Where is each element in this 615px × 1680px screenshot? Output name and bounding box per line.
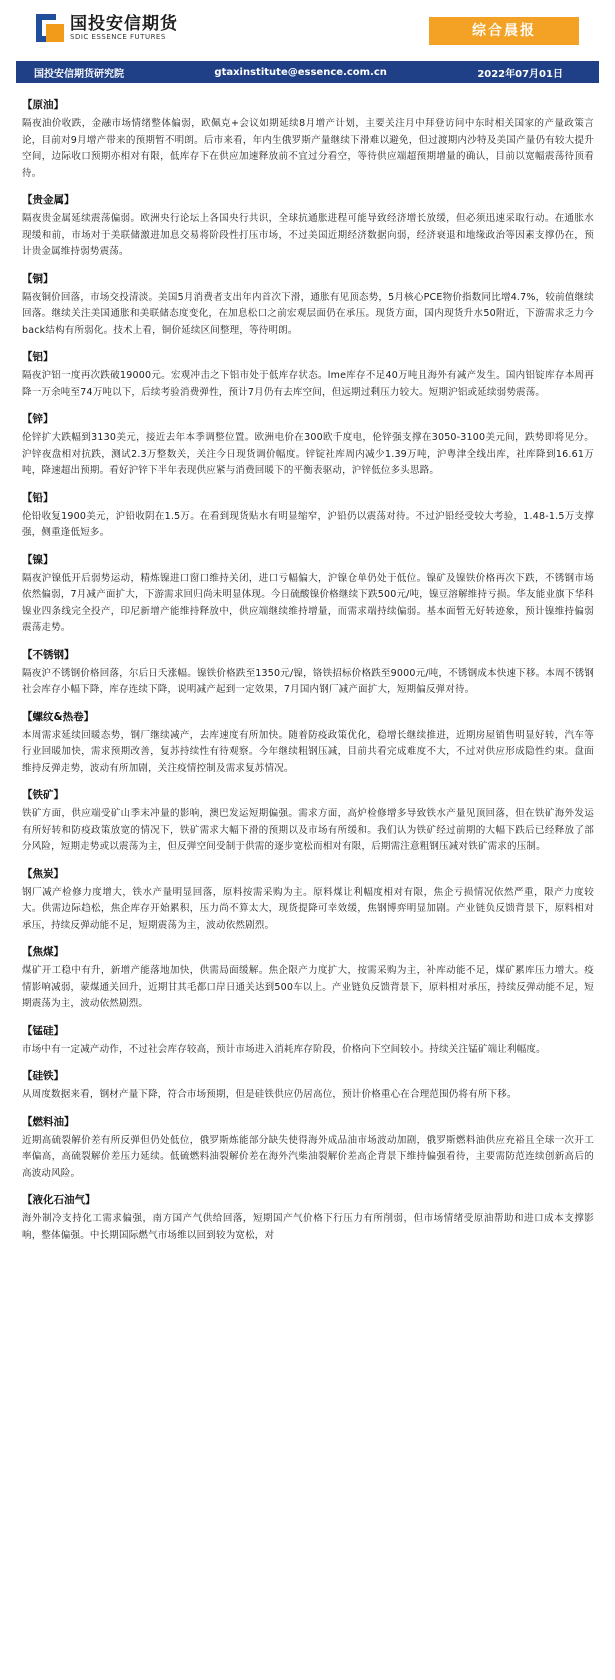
section-title: 【燃料油】 — [22, 1115, 75, 1128]
commodity-section — [22, 1069, 594, 1104]
info-bar — [16, 61, 599, 83]
section-body: 伦铅收复1900美元，沪铅收阴在1.5万。在看到现货贴水有明显缩窄，沪铅仍以震荡对待。不过沪铅经受较大考验，1.48-1.5万支撑强，侧重逢低短多。 — [22, 510, 594, 538]
section-title: 【铜】 — [22, 272, 54, 285]
section-body: 从周度数据来看，钢材产量下降，符合市场预期，但是硅铁供应仍居高位，预计价格重心在合理范围仍将有所下移。 — [22, 1089, 517, 1100]
section-title: 【焦炭】 — [22, 867, 64, 880]
commodity-section — [22, 553, 594, 637]
section-body: 近期高硫裂解价差有所反弹但仍处低位，俄罗斯炼能部分缺失使得海外成品油市场波动加剧，俄罗斯燃料油供应充裕且全球一次开工率偏高，高硫裂解价差压力延续。低硫燃料油裂解价差在海外汽柴油裂解价差高企背景下维持偏强看待，主要需防范连续创新高后的高波动风险。 — [22, 1134, 594, 1179]
company-logo — [36, 14, 178, 42]
commodity-section — [22, 788, 594, 856]
logo-name-en: SDIC ESSENCE FUTURES — [70, 32, 166, 41]
section-title: 【镍】 — [22, 553, 54, 566]
commodity-section — [22, 867, 594, 935]
section-body: 海外制冷支持化工需求偏强，南方国产气供给回落，短期国产气价格下行压力有所削弱，但市场情绪受原油帮助和进口成本支撑影响，整体偏强。中长期国际燃气市场维以回到较为宽松，对 — [22, 1213, 594, 1241]
report-body — [22, 98, 594, 1255]
section-body: 隔夜油价收跌，金融市场情绪整体偏弱，欧佩克+会议如期延续8月增产计划，主要关注月中拜登访问中东时相关国家的产量政策言论，目前对9月增产带来的预期暂不明朗。后市来看，年内生俄罗斯产量继续下滑难以避免，但过渡期内沙特及美国产量仍有较大提升空间，边际收口预期亦相对有限，低库存下在供应加速释放前不宜过分看空，等待供应端超预期增量的确认，目前以宽幅震荡待顶看待。 — [22, 118, 594, 179]
section-body: 隔夜沪不锈钢价格回落，尔后日夭涨幅。镍铁价格跌至1350元/镍，铬铁招标价格跌至9000元/吨，不锈钢成本快速下移。本周不锈钢社会库存小幅下降，库存连续下降，说明减产起到一定效果，7月国内钢厂减产面扩大，短期偏反弹对待。 — [22, 667, 594, 695]
commodity-section — [22, 193, 594, 261]
section-body: 铁矿方面，供应端受矿山季末冲量的影响，澳巴发运短期偏强。需求方面，高炉检修增多导致铁水产量见顶回落，但在铁矿海外发运有所好转和防疫政策放宽的情况下，铁矿需求大幅下滑的预期以及市场有所缓和。我们认为铁矿经过前期的大幅下跌后已经释放了部分风险，短期走势或以震荡为主，但反弹空间受制于供需的逐步宽松而相对有限，后期需注意粗钢压减对铁矿需求的压制。 — [22, 808, 594, 852]
section-title: 【贵金属】 — [22, 194, 75, 206]
section-title: 【液化石油气】 — [22, 1194, 96, 1206]
logo-name-cn: 国投安信期货 — [70, 13, 178, 34]
section-title: 【铅】 — [22, 491, 54, 504]
section-title: 【焦煤】 — [22, 946, 64, 958]
report-type-badge: 综合晨报 — [429, 17, 579, 45]
institute-name: 国投安信期货研究院 — [34, 68, 124, 80]
section-body: 隔夜沪镍低开后弱势运动，精炼镍进口窗口维持关闭，进口亏幅偏大，沪镍仓单仍处于低位。镍矿及镍铁价格再次下跌，不锈钢市场依然偏弱，7月减产面扩大，下游需求回归尚未明显体现。今日硫酸镍价格继续下跌500元/吨，镍豆溶解维持亏损。华友能业旗下华科镍业四条线完全投产，印尼新增产能维持释放中，供应端继续维持增量，而需求端持续偏弱。基本面暂无好转迹象，预计镍维持偏弱震荡走势。 — [22, 572, 594, 633]
section-title: 【螺纹&热卷】 — [22, 710, 95, 723]
section-title: 【铝】 — [22, 351, 54, 363]
section-body: 隔夜沪铝一度再次跌破19000元。宏观冲击之下铝市处于低库存状态。lme库存不足40万吨且海外有减产发生。国内铝锭库存本周再降一万余吨至74万吨以下，后续考验消费弹性，预计7月仍有去库空间，但远期过剩压力较大。短期沪铝或延续弱势震荡。 — [22, 370, 594, 398]
section-body: 隔夜贵金属延续震荡偏弱。欧洲央行论坛上各国央行共识，全球抗通胀进程可能导致经济增长放缓，但必须迅速采取行动。在通胀水现缓和前，市场对于美联储激进加息交易将阶段性打压市场，不过美国近期经济数据向弱，经济衰退和地缘政治等因素支撑仍在，预计贵金属维持弱势震荡。 — [22, 213, 594, 257]
commodity-section — [22, 350, 594, 401]
commodity-section — [22, 412, 594, 480]
commodity-section — [22, 491, 594, 542]
section-body: 煤矿开工稳中有升，新增产能落地加快，供需局面缓解。焦企限产力度扩大，按需采购为主，补库动能不足，煤矿累库压力增大。疫情影响减弱，蒙煤通关回升，近期甘其毛都口岸日通关达到500车以上。产业链负反馈背景下，原料相对承压，持续反弹动能不足，短期震荡为主，波动依然剧烈。 — [22, 965, 594, 1009]
commodity-section — [22, 272, 594, 340]
commodity-section — [22, 1193, 594, 1244]
report-date: 2022年07月01日 — [477, 68, 563, 80]
contact-email: gtaxinstitute@essence.com.cn — [214, 66, 387, 78]
section-title: 【硅铁】 — [22, 1070, 64, 1082]
commodity-section — [22, 1024, 594, 1059]
commodity-section — [22, 648, 594, 699]
commodity-section — [22, 710, 594, 778]
commodity-section — [22, 98, 594, 182]
section-title: 【铁矿】 — [22, 789, 64, 801]
logo-mark-icon — [36, 14, 64, 42]
section-body: 隔夜铜价回落，市场交投清淡。美国5月消费者支出年内首次下滑，通胀有见顶态势，5月核心PCE物价指数同比增4.7%，较前值继续回落。继续关注美国通胀和美联储态度变化，在加息松口之前宏观层面仍在承压。现货方面，国内现货升水50附近，下游需求乏力今back结构有所弱化。技术上看，铜价延续区间整理，等待明朗。 — [22, 291, 594, 336]
commodity-section — [22, 945, 594, 1013]
section-body: 钢厂减产检修力度增大，铁水产量明显回落，原料按需采购为主。原料煤让利幅度相对有限，焦企亏损情况依然严重，限产力度较大。供需边际趋松，焦企库存开始累积，压力尚不算太大，现货提降可幸效缓，焦钢博弈明显加剧。产业链负反馈背景下，原料相对承压，持续反弹动能不足，短期震荡为主，波动依然剧烈。 — [22, 886, 594, 931]
commodity-section — [22, 1115, 594, 1183]
section-body: 伦锌扩大跌幅到3130美元，接近去年本季调整位置。欧洲电价在300欧千度电，伦锌强支撑在3050-3100美元间，跌势即将见分。沪锌夜盘相对抗跌，测试2.3万整数关，关注今日现货调价幅度。锌锭社库周内减少1.39万吨，沪粤津全线出库，社库降到16.61万吨，降速超出预期。看好沪锌下半年表现供应紧与消费回暖下的平衡表驱动，沪锌低位多头思路。 — [22, 432, 594, 476]
section-title: 【原油】 — [22, 99, 64, 111]
section-title: 【锌】 — [22, 413, 54, 425]
section-title: 【不锈钢】 — [22, 648, 75, 661]
section-body: 本周需求延续回暖态势，钢厂继续减产，去库速度有所加快。随着防疫政策优化，稳增长继续推进，近期房屋销售明显好转，汽车等行业回暖加快，需求预期改善，复苏持续性有待观察。今年继续粗钢压减，目前共看完成难度不大，不过对供应形成隐性约束。盘面维持反弹走势，波动有所加剧，关注疫情控制及需求复苏情况。 — [22, 729, 594, 774]
report-header — [0, 0, 615, 60]
section-title: 【锰硅】 — [22, 1024, 64, 1037]
section-body: 市场中有一定减产动作，不过社会库存较高，预计市场进入消耗库存阶段，价格向下空间较小。持续关注锰矿端让利幅度。 — [22, 1043, 546, 1055]
